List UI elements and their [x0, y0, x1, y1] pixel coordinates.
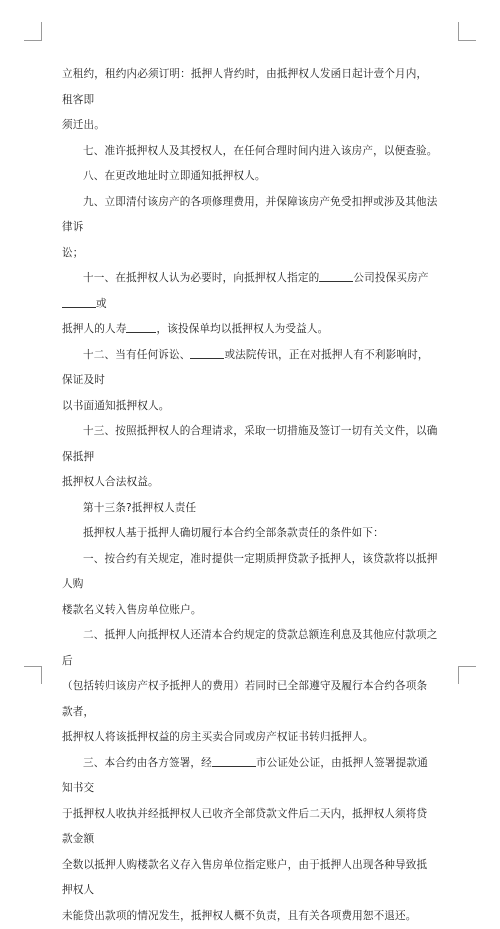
text-run: 市公证处公证，由抵押人签署提款通知书交	[62, 757, 428, 795]
crop-mark-top-left-h	[24, 40, 42, 41]
clause-1: 一、按合约有关规定，准时提供一定期质押贷款予抵押人，该贷款将以抵押人购	[62, 547, 438, 598]
text-line: 抵押权人基于抵押人确切履行本合约全部条款责任的条件如下：	[62, 521, 438, 547]
blank-field	[190, 347, 224, 359]
text-line: 立租约，租约内必须订明：抵押人背约时，由抵押权人发函日起计壹个月内，租客即	[62, 62, 438, 113]
clause-9: 九、立即清付该房产的各项修理费用，并保障该房产免受扣押或涉及其他法律诉	[62, 190, 438, 241]
clause-2: 二、抵押人向抵押权人还清本合约规定的贷款总额连利息及其他应付款项之后	[62, 623, 438, 674]
text-line: 楼款名义转入售房单位账户。	[62, 598, 438, 624]
text-line	[62, 317, 438, 343]
crop-mark-top-right-v	[458, 22, 459, 40]
blank-field	[126, 321, 156, 333]
clause-13: 十三、按照抵押权人的合理请求，采取一切措施及签订一切有关文件，以确保抵押	[62, 419, 438, 470]
text-run: 三、本合约由各方签署，经	[83, 757, 212, 769]
text-line: 讼；	[62, 241, 438, 267]
text-run: 十二、当有任何诉讼、	[83, 349, 190, 361]
text-run: 或	[96, 298, 107, 310]
clause-7: 七、准许抵押权人及其授权人，在任何合理时间内进入该房产，以便查验。	[62, 139, 438, 165]
text-line: 全数以抵押人购楼款名义存入售房单位指定账户，由于抵押人出现各种导致抵押权人	[62, 853, 438, 904]
text-run: 十一、在抵押权人认为必要时，向抵押权人指定的	[83, 272, 319, 284]
blank-field	[319, 270, 353, 282]
text-line: 以书面通知抵押权人。	[62, 394, 438, 420]
crop-mark-bottom-right-v	[458, 666, 459, 684]
crop-mark-top-right-h	[458, 40, 476, 41]
text-line: 抵押权人将该抵押权益的房主买卖合同或房产权证书转归抵押人。	[62, 725, 438, 751]
clause-3	[62, 751, 438, 802]
text-line: 未能贷出款项的情况发生，抵押权人概不负责，且有关各项费用恕不退还。	[62, 904, 438, 929]
document-body	[62, 62, 438, 929]
text-line: 于抵押权人收执并经抵押权人已收齐全部贷款文件后二天内，抵押权人须将贷款金额	[62, 802, 438, 853]
blank-field	[212, 755, 256, 767]
crop-mark-bottom-left-h	[24, 666, 42, 667]
crop-mark-top-left-v	[41, 22, 42, 40]
text-run: 或法院传讯，正在对抵押人有不利影响时，保证及时	[62, 349, 429, 387]
clause-8: 八、在更改地址时立即通知抵押权人。	[62, 164, 438, 190]
text-run: 抵押人的人寿	[62, 323, 126, 335]
section-heading: 第十三条?抵押权人责任	[62, 496, 438, 522]
text-line: 须迁出。	[62, 113, 438, 139]
text-run: 公司投保买房产	[353, 272, 428, 284]
crop-mark-bottom-left-v	[41, 666, 42, 684]
crop-mark-bottom-right-h	[458, 666, 476, 667]
text-line: （包括转归该房产权予抵押人的费用）若同时已全部遵守及履行本合约各项条款者，	[62, 674, 438, 725]
text-run: ，该投保单均以抵押权人为受益人。	[156, 323, 328, 335]
clause-11	[62, 266, 438, 317]
blank-field	[62, 296, 96, 308]
clause-12	[62, 343, 438, 394]
text-line: 抵押权人合法权益。	[62, 470, 438, 496]
